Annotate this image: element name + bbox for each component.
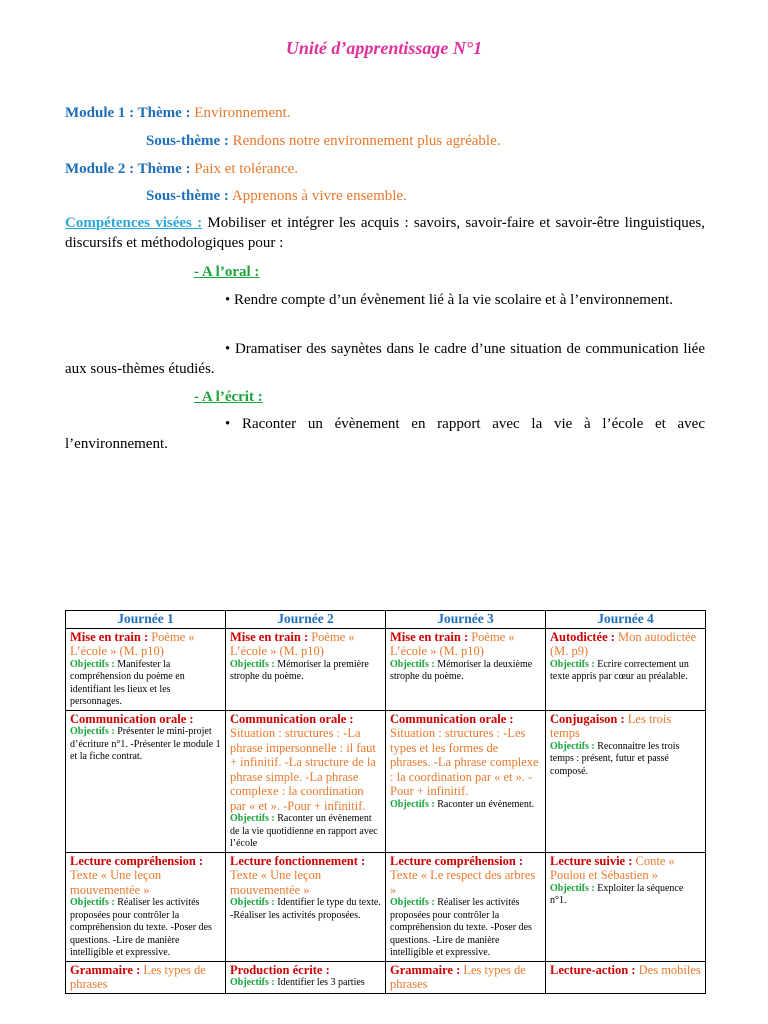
table-cell <box>546 628 706 710</box>
activity-title: Communication orale : <box>390 711 514 726</box>
table-row <box>66 628 706 710</box>
module-2-sub-label: Sous-thème : <box>146 188 229 204</box>
table-cell <box>66 961 226 993</box>
table-cell <box>546 710 706 852</box>
objectives-label: Objectifs : <box>70 897 115 908</box>
objectives-text: Ecrire correctement un texte appris par cœur au préalable. <box>550 658 689 682</box>
objectives-text: Identifier le type du texte. -Réaliser les activités proposées. <box>230 897 381 921</box>
activity-title: Mise en train : <box>70 629 149 644</box>
table-row <box>66 710 706 852</box>
activity-detail: Situation : structures : -Les types et les formes de phrases. -La phrase complexe : la coordination par « et ». -Pour + infinitif. <box>390 726 539 798</box>
activity-title: Lecture suivie : <box>550 853 633 868</box>
table-cell <box>386 852 546 961</box>
activity-title: Lecture compréhension : <box>70 853 204 868</box>
activity-detail: Conte « Poulou et Sébastien » <box>550 853 675 882</box>
oral-heading-text: - A l’oral : <box>194 264 260 280</box>
objectives-label: Objectifs : <box>550 740 595 752</box>
table-cell <box>546 852 706 961</box>
activity-title: Grammaire : <box>70 962 141 977</box>
module-2-theme <box>65 159 298 179</box>
oral-bullet-1: • Rendre compte d’un évènement lié à la vie scolaire et à l’environnement. <box>225 292 673 308</box>
module-1-theme <box>65 103 291 123</box>
ecrit-bullet-1: • Raconter un évènement en rapport avec la vie à l’école et avec l’environnement. <box>65 416 705 452</box>
activity-title: Lecture-action : <box>550 962 636 977</box>
activity-detail: Poème « L’école » (M. p10) <box>70 629 195 658</box>
competences-text: Mobiliser et intégrer les acquis : savoirs, savoir-faire et savoir-être linguistiques, discursifs et méthodologiques pour : <box>65 215 706 251</box>
activity-title: Production écrite : <box>230 962 330 977</box>
module-2-value: Paix et tolérance. <box>194 161 299 177</box>
activity-title: Lecture fonctionnement : <box>230 853 366 868</box>
objectives-text: Mémoriser la première strophe du poème. <box>230 658 369 682</box>
activity-title: Grammaire : <box>390 962 461 977</box>
header-journee-2: Journée 2 <box>226 611 386 629</box>
objectives-text: Manifester la compréhension du poème en identifiant les lieux et les personnages. <box>70 658 185 707</box>
competences-label: Compétences visées : <box>65 215 203 231</box>
activity-detail: Les trois temps <box>550 711 672 740</box>
module-1-sub-label: Sous-thème : <box>146 133 229 149</box>
table-cell <box>386 710 546 852</box>
activity-title: Lecture compréhension : <box>390 853 524 868</box>
objectives-label: Objectifs : <box>230 813 275 824</box>
activity-detail: Texte « Une leçon mouvementée » <box>230 868 322 897</box>
objectives-text: Reconnaitre les trois temps : présent, futur et passé composé. <box>550 740 680 777</box>
objectives-text: Mémoriser la deuxième strophe du poème. <box>390 658 533 682</box>
objectives-label: Objectifs : <box>230 658 275 670</box>
table-cell <box>66 628 226 710</box>
header-journee-1: Journée 1 <box>66 611 226 629</box>
ecrit-heading-text: - A l’écrit : <box>194 389 263 405</box>
activity-detail: Les types de phrases <box>70 962 206 991</box>
table-cell <box>66 710 226 852</box>
objectives-label: Objectifs : <box>390 897 435 908</box>
module-1-subtheme <box>146 131 501 151</box>
objectives-text: Réaliser les activités proposées pour contrôler la compréhension du texte. -Poser des questions. -Lire de manière intelligible et expressive. <box>390 897 532 958</box>
objectives-label: Objectifs : <box>390 798 435 810</box>
objectives-text: Réaliser les activités proposées pour contrôler la compréhension du texte. -Poser des questions. -Lire de manière intelligible et expressive. <box>70 897 212 958</box>
table-cell <box>226 710 386 852</box>
objectives-label: Objectifs : <box>70 658 115 670</box>
activity-detail: Texte « Le respect des arbres » <box>390 868 536 897</box>
module-1-sub-value: Rendons notre environnement plus agréable. <box>232 133 501 149</box>
objectives-text: Exploiter la séquence n°1. <box>550 882 684 906</box>
table-header-row <box>66 611 706 629</box>
module-1-label: Module 1 : Thème : <box>65 105 191 121</box>
activity-title: Mise en train : <box>230 629 309 644</box>
objectives-text: Raconter un évènement de la vie quotidienne en rapport avec l’école <box>230 813 378 849</box>
activity-detail: Les types de phrases <box>390 962 526 991</box>
module-2-sub-value: Apprenons à vivre ensemble. <box>231 188 407 204</box>
objectives-label: Objectifs : <box>390 658 435 670</box>
objectives-text: Raconter un évènement. <box>437 798 535 810</box>
oral-bullet-2: • Dramatiser des saynètes dans le cadre d’une situation de communication liée aux sous-thèmes étudiés. <box>65 341 705 377</box>
table-cell <box>546 961 706 993</box>
objectives-text: Présenter le mini-projet d’écriture n°1. -Présenter le module 1 et la fiche contrat. <box>70 726 221 762</box>
activity-title: Communication orale : <box>70 711 194 726</box>
activity-detail: Des mobiles <box>638 962 701 977</box>
objectives-label: Objectifs : <box>550 882 595 894</box>
objectives-text: Identifier les 3 parties <box>277 977 365 988</box>
module-2-subtheme <box>146 186 407 206</box>
objectives-label: Objectifs : <box>70 726 115 737</box>
objectives-label: Objectifs : <box>230 977 275 988</box>
table-cell <box>66 852 226 961</box>
activity-title: Conjugaison : <box>550 711 625 726</box>
activity-detail: Mon autodictée (M. p9) <box>550 629 697 658</box>
activity-title: Autodictée : <box>550 629 615 644</box>
activity-detail: Texte « Une leçon mouvementée » <box>70 868 162 897</box>
table-cell <box>226 961 386 993</box>
activity-title: Mise en train : <box>390 629 469 644</box>
table-cell <box>226 628 386 710</box>
page-title: Unité d’apprentissage N°1 <box>285 38 483 58</box>
module-1-value: Environnement. <box>194 105 291 121</box>
schedule-table <box>65 610 706 994</box>
activity-detail: Poème « L’école » (M. p10) <box>390 629 515 658</box>
table-cell <box>386 961 546 993</box>
table-cell <box>386 628 546 710</box>
table-row <box>66 961 706 993</box>
objectives-label: Objectifs : <box>230 897 275 908</box>
oral-heading <box>194 262 259 282</box>
competences-paragraph <box>65 213 705 253</box>
activity-detail: Situation : structures : -La phrase impersonnelle : il faut + infinitif. -La structure de la phrase simple. -La phrase complexe : la coordination par « et ». -Pour + infinitif. <box>230 726 376 813</box>
activity-detail: Poème « L’école » (M. p10) <box>230 629 355 658</box>
table-row <box>66 852 706 961</box>
activity-title: Communication orale : <box>230 711 354 726</box>
module-2-label: Module 2 : Thème : <box>65 161 191 177</box>
table-cell <box>226 852 386 961</box>
ecrit-heading <box>194 387 263 407</box>
objectives-label: Objectifs : <box>550 658 595 670</box>
header-journee-4: Journée 4 <box>546 611 706 629</box>
header-journee-3: Journée 3 <box>386 611 546 629</box>
